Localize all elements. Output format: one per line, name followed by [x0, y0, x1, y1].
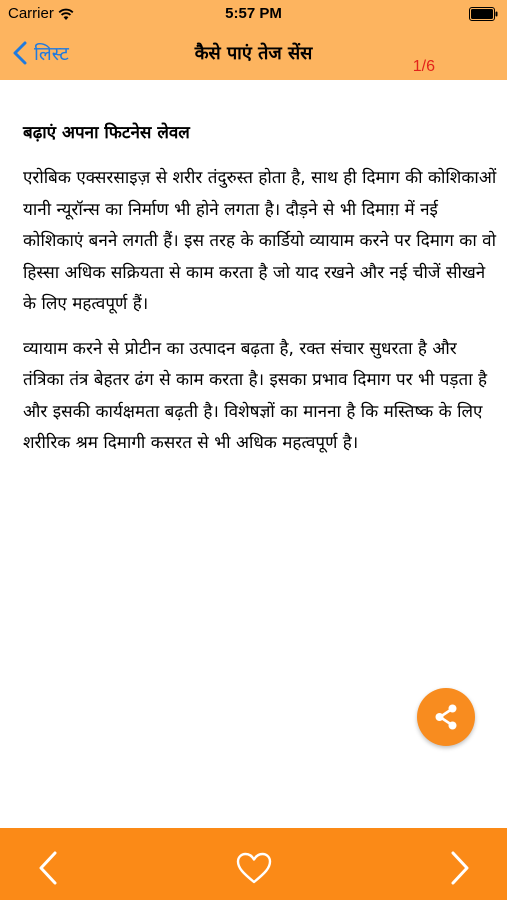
nav-bar: [0, 30, 507, 80]
page-counter: 1/6: [412, 58, 435, 75]
chevron-left-icon: [37, 850, 59, 886]
favorite-button[interactable]: [234, 848, 274, 888]
article-paragraph: व्यायाम करने से प्रोटीन का उत्पादन बढ़ता है, रक्त संचार सुधरता है और तंत्रिका तंत्र बेहतर ढंग से काम करता है। इसका प्रभाव दिमाग पर भी पड़ता है और इसकी कार्यक्षमता बढ़ती है। विशेषज्ञों का मानना है कि मस्तिष्क के लिए शरीरिक श्रम दिमागी कसरत से भी अधिक महत्वपूर्ण है।: [23, 338, 488, 453]
header: [0, 0, 507, 80]
heart-outline-icon: [235, 851, 273, 885]
share-icon: [431, 702, 461, 732]
article-content: [23, 120, 497, 473]
section-heading: बढ़ाएं अपना फिटनेस लेवल: [23, 123, 190, 143]
page-title: कैसे पाएं तेज सेंस: [194, 43, 313, 64]
carrier-label: Carrier: [8, 5, 54, 22]
battery-icon: [469, 7, 499, 21]
previous-button[interactable]: [28, 848, 68, 888]
chevron-right-icon: [449, 850, 471, 886]
status-bar: [0, 0, 507, 30]
back-label: लिस्ट: [34, 43, 69, 65]
next-button[interactable]: [440, 848, 480, 888]
bottom-toolbar: [0, 828, 507, 900]
status-time: 5:57 PM: [225, 5, 282, 22]
share-button[interactable]: [417, 688, 475, 746]
article-paragraph: एरोबिक एक्सरसाइज़ से शरीर तंदुरुस्त होता है, साथ ही दिमाग की कोशिकाओं यानी न्यूरॉन्स का निर्माण भी होने लगता है। दौड़ने से भी दिमाग़ में नई कोशिकाएं बनने लगती हैं। इस तरह के कार्डियो व्यायाम करने पर दिमाग का वो हिस्सा अधिक सक्रियता से काम करता है जो याद रखने और नई चीजें सीखने के लिए महत्वपूर्ण हैं।: [23, 168, 497, 314]
